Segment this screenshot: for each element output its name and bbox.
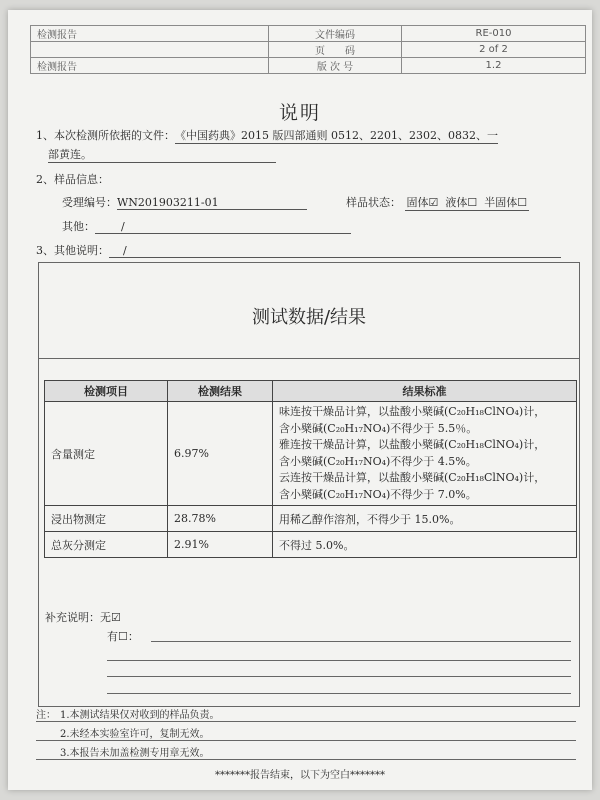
note-line: 2.未经本实验室许可，复制无效。 <box>60 729 210 740</box>
result-cell: 6.97% <box>168 402 273 506</box>
standard-line: 含小檗碱(C₂₀H₁₇NO₄)不得少于 5.5％。 <box>279 421 478 435</box>
note-underline <box>36 721 576 722</box>
note-underline <box>36 740 576 741</box>
results-box <box>38 262 580 707</box>
supplement-blank-line <box>107 693 571 694</box>
table-row <box>45 506 577 532</box>
item2-heading: 2、样品信息： <box>36 173 109 186</box>
page-title: 说明 <box>278 102 321 124</box>
results-title: 测试数据/结果 <box>251 307 367 328</box>
document-header-table <box>30 25 586 74</box>
standard-cell: 不得过 5.0%。 <box>273 532 577 558</box>
report-end-marker: *******报告结束，以下为空白******* <box>215 770 385 781</box>
item-cell: 含量测定 <box>45 402 168 506</box>
header-value-cell: 1.2 <box>402 58 586 74</box>
sample-state-label: 样品状态： <box>346 196 401 209</box>
supplement-row <box>45 609 121 625</box>
item-cell: 浸出物测定 <box>45 506 168 532</box>
header-row <box>31 58 586 74</box>
supplement-blank-line <box>107 660 571 661</box>
supplement-blank-line <box>107 676 571 677</box>
column-header: 结果标准 <box>273 381 577 402</box>
item3-value: / <box>109 244 561 258</box>
header-row <box>31 42 586 58</box>
header-value-cell: RE-010 <box>402 26 586 42</box>
table-header-row <box>45 381 577 402</box>
notes-prefix: 注： <box>36 710 56 721</box>
item3-label: 3、其他说明： <box>36 244 109 257</box>
item1-value-a: 《中国药典》2015 版四部通则 0512、2201、2302、0832、一 <box>175 129 498 142</box>
item1-value-b: 部黄连。 <box>48 146 276 163</box>
other-row <box>62 218 351 234</box>
standard-line: 含小檗碱(C₂₀H₁₇NO₄)不得少于 4.5%。 <box>279 454 477 468</box>
standard-line: 雅连按干燥品计算，以盐酸小檗碱(C₂₀H₁₈ClNO₄)计， <box>279 438 546 451</box>
table-row <box>45 532 577 558</box>
results-divider <box>39 358 579 359</box>
standard-line: 含小檗碱(C₂₀H₁₇NO₄)不得少于 7.0%。 <box>279 487 477 501</box>
note-line: 3.本报告未加盖检测专用章无效。 <box>60 748 210 759</box>
item3-row <box>36 242 561 258</box>
header-left-cell: 检测报告 <box>31 26 269 42</box>
note-line: 1.本测试结果仅对收到的样品负责。 <box>60 710 220 721</box>
accept-number-value: WN201903211-01 <box>117 196 307 210</box>
results-table <box>44 380 577 558</box>
header-left-cell: 检测报告 <box>31 58 269 74</box>
column-header: 检测结果 <box>168 381 273 402</box>
other-value: / <box>95 220 351 234</box>
result-cell: 2.91% <box>168 532 273 558</box>
item1-line <box>36 127 498 144</box>
header-left-cell <box>31 42 269 58</box>
supplement-no-checkbox: 无☑ <box>100 611 121 624</box>
accept-number-row <box>62 194 307 210</box>
accept-number-label: 受理编号： <box>62 196 117 209</box>
header-value-cell: 2 of 2 <box>402 42 586 58</box>
header-label-cell: 文件编码 <box>269 26 402 42</box>
header-label-cell: 版 次 号 <box>269 58 402 74</box>
state-liquid-checkbox: 液体☐ <box>445 196 478 209</box>
item1-prefix: 1、本次检测所依据的文件： <box>36 129 175 142</box>
supplement-yes-checkbox: 有☐： <box>107 630 139 643</box>
standard-cell <box>273 402 577 506</box>
standard-cell: 用稀乙醇作溶剂，不得少于 15.0%。 <box>273 506 577 532</box>
report-page <box>8 10 592 790</box>
column-header: 检测项目 <box>45 381 168 402</box>
table-row <box>45 402 577 506</box>
other-label: 其他： <box>62 220 95 233</box>
header-label-cell: 页 码 <box>269 42 402 58</box>
state-solid-checkbox: 固体☑ <box>406 196 439 209</box>
standard-line: 味连按干燥品计算，以盐酸小檗碱(C₂₀H₁₈ClNO₄)计， <box>279 405 546 418</box>
header-row <box>31 26 586 42</box>
standard-line: 云连按干燥品计算，以盐酸小檗碱(C₂₀H₁₈ClNO₄)计， <box>279 471 546 484</box>
note-underline <box>36 759 576 760</box>
result-cell: 28.78% <box>168 506 273 532</box>
item-cell: 总灰分测定 <box>45 532 168 558</box>
state-semisolid-checkbox: 半固体☐ <box>484 196 528 209</box>
supplement-blank-line <box>151 641 571 642</box>
sample-state-row <box>346 194 529 211</box>
supplement-label: 补充说明： <box>45 611 100 624</box>
